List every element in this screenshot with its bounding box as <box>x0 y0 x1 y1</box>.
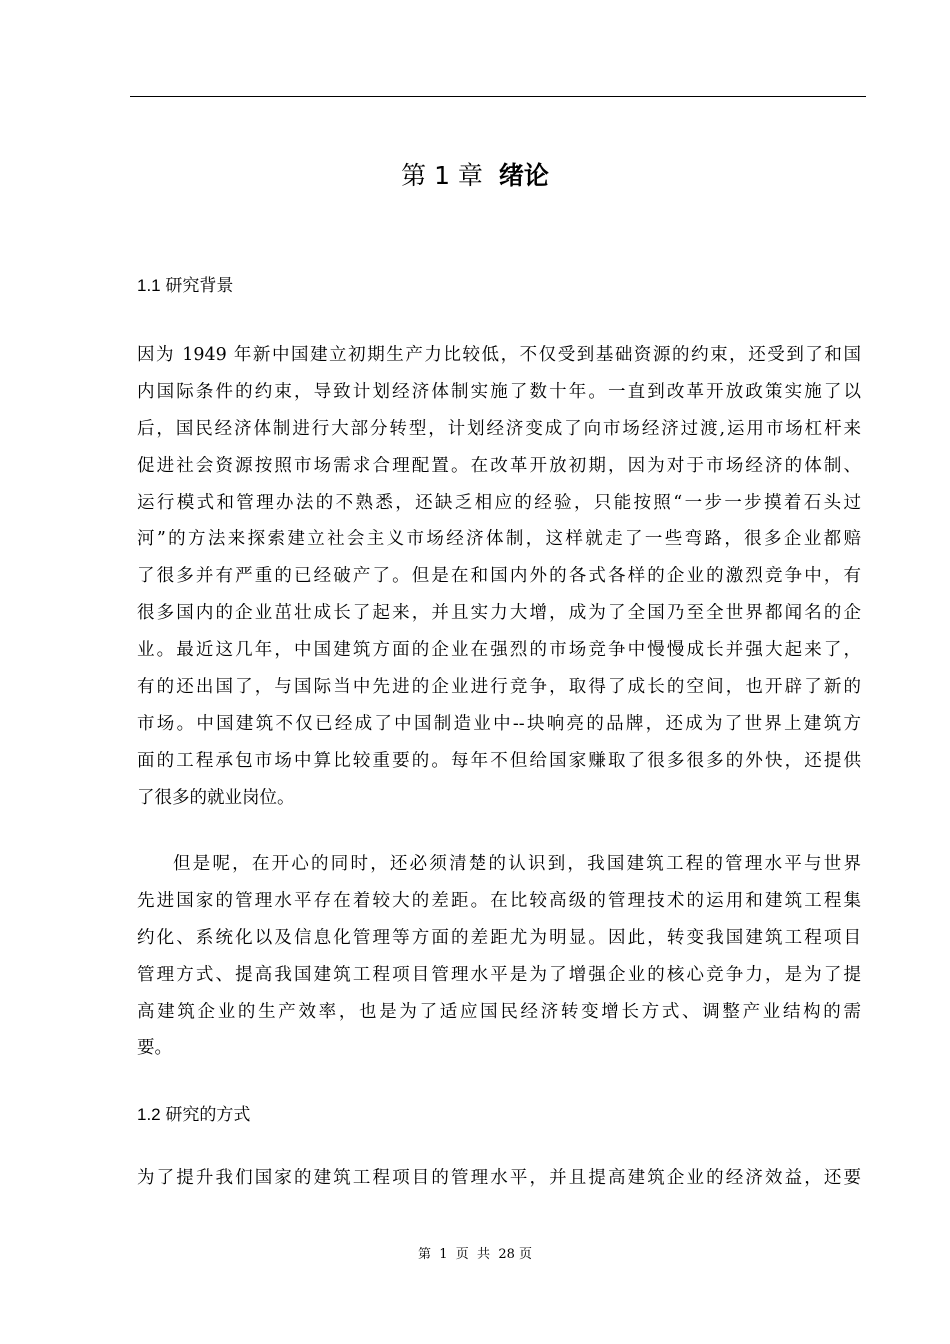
chapter-name: 绪论 <box>498 161 549 190</box>
paragraph-background-2 <box>137 846 861 1067</box>
section-heading-1-2: 1.2 研究的方式 <box>137 1105 251 1124</box>
text-line: 河”的方法来探索建立社会主义市场经济体制，这样就走了一些弯路，很多企业都赔 <box>137 529 861 550</box>
text-line: 很多国内的企业茁壮成长了起来，并且实力大增，成为了全国乃至全世界都闻名的企 <box>137 603 861 624</box>
text-line: 面的工程承包市场中算比较重要的。每年不但给国家赚取了很多很多的外快，还提供 <box>137 750 861 771</box>
text-line: 因为 1949 年新中国建立初期生产力比较低，不仅受到基础资源的约束，还受到了和国 <box>137 345 861 365</box>
text-line: 市场。中国建筑不仅已经成了中国制造业中--块响亮的品牌，还成为了世界上建筑方 <box>137 713 861 734</box>
text-line: 为了提升我们国家的建筑工程项目的管理水平，并且提高建筑企业的经济效益，还要 <box>137 1168 861 1188</box>
text-line: 但是呢，在开心的同时，还必须清楚的认识到，我国建筑工程的管理水平与世界 <box>173 854 861 874</box>
section-heading-1-1: 1.1 研究背景 <box>137 276 234 295</box>
text-line: 要。 <box>137 1038 172 1059</box>
chapter-title <box>0 158 950 194</box>
chapter-number: 第 1 章 <box>401 161 483 190</box>
text-line: 业。最近这几年，中国建筑方面的企业在强烈的市场竞争中慢慢成长并强大起来了， <box>137 640 861 661</box>
text-line: 了很多并有严重的已经破产了。但是在和国内外的各式各样的企业的激烈竞争中，有 <box>137 566 861 587</box>
text-line: 了很多的就业岗位。 <box>137 787 295 808</box>
text-line: 内国际条件的约束，导致计划经济体制实施了数十年。一直到改革开放政策实施了以 <box>137 381 861 402</box>
text-line: 管理方式、提高我国建筑工程项目管理水平是为了增强企业的核心竞争力，是为了提 <box>137 964 861 985</box>
text-line: 促进社会资源按照市场需求合理配置。在改革开放初期，因为对于市场经济的体制、 <box>137 455 861 476</box>
text-line: 约化、系统化以及信息化管理等方面的差距尤为明显。因此，转变我国建筑工程项目 <box>137 927 861 948</box>
text-line: 后，国民经济体制进行大部分转型，计划经济变成了向市场经济过渡,运用市场杠杆来 <box>137 418 861 439</box>
page-number-footer: 第 1 页 共 28 页 <box>417 1247 532 1262</box>
paragraph-background-1 <box>137 337 861 817</box>
paragraph-method-1 <box>137 1160 861 1197</box>
text-line: 先进国家的管理水平存在着较大的差距。在比较高级的管理技术的运用和建筑工程集 <box>137 890 861 911</box>
header-rule <box>130 96 866 97</box>
text-line: 有的还出国了，与国际当中先进的企业进行竞争，取得了成长的空间，也开辟了新的 <box>137 677 861 698</box>
text-line: 高建筑企业的生产效率，也是为了适应国民经济转变增长方式、调整产业结构的需 <box>137 1001 861 1022</box>
text-line: 运行模式和管理办法的不熟悉，还缺乏相应的经验，只能按照“一步一步摸着石头过 <box>137 492 861 513</box>
